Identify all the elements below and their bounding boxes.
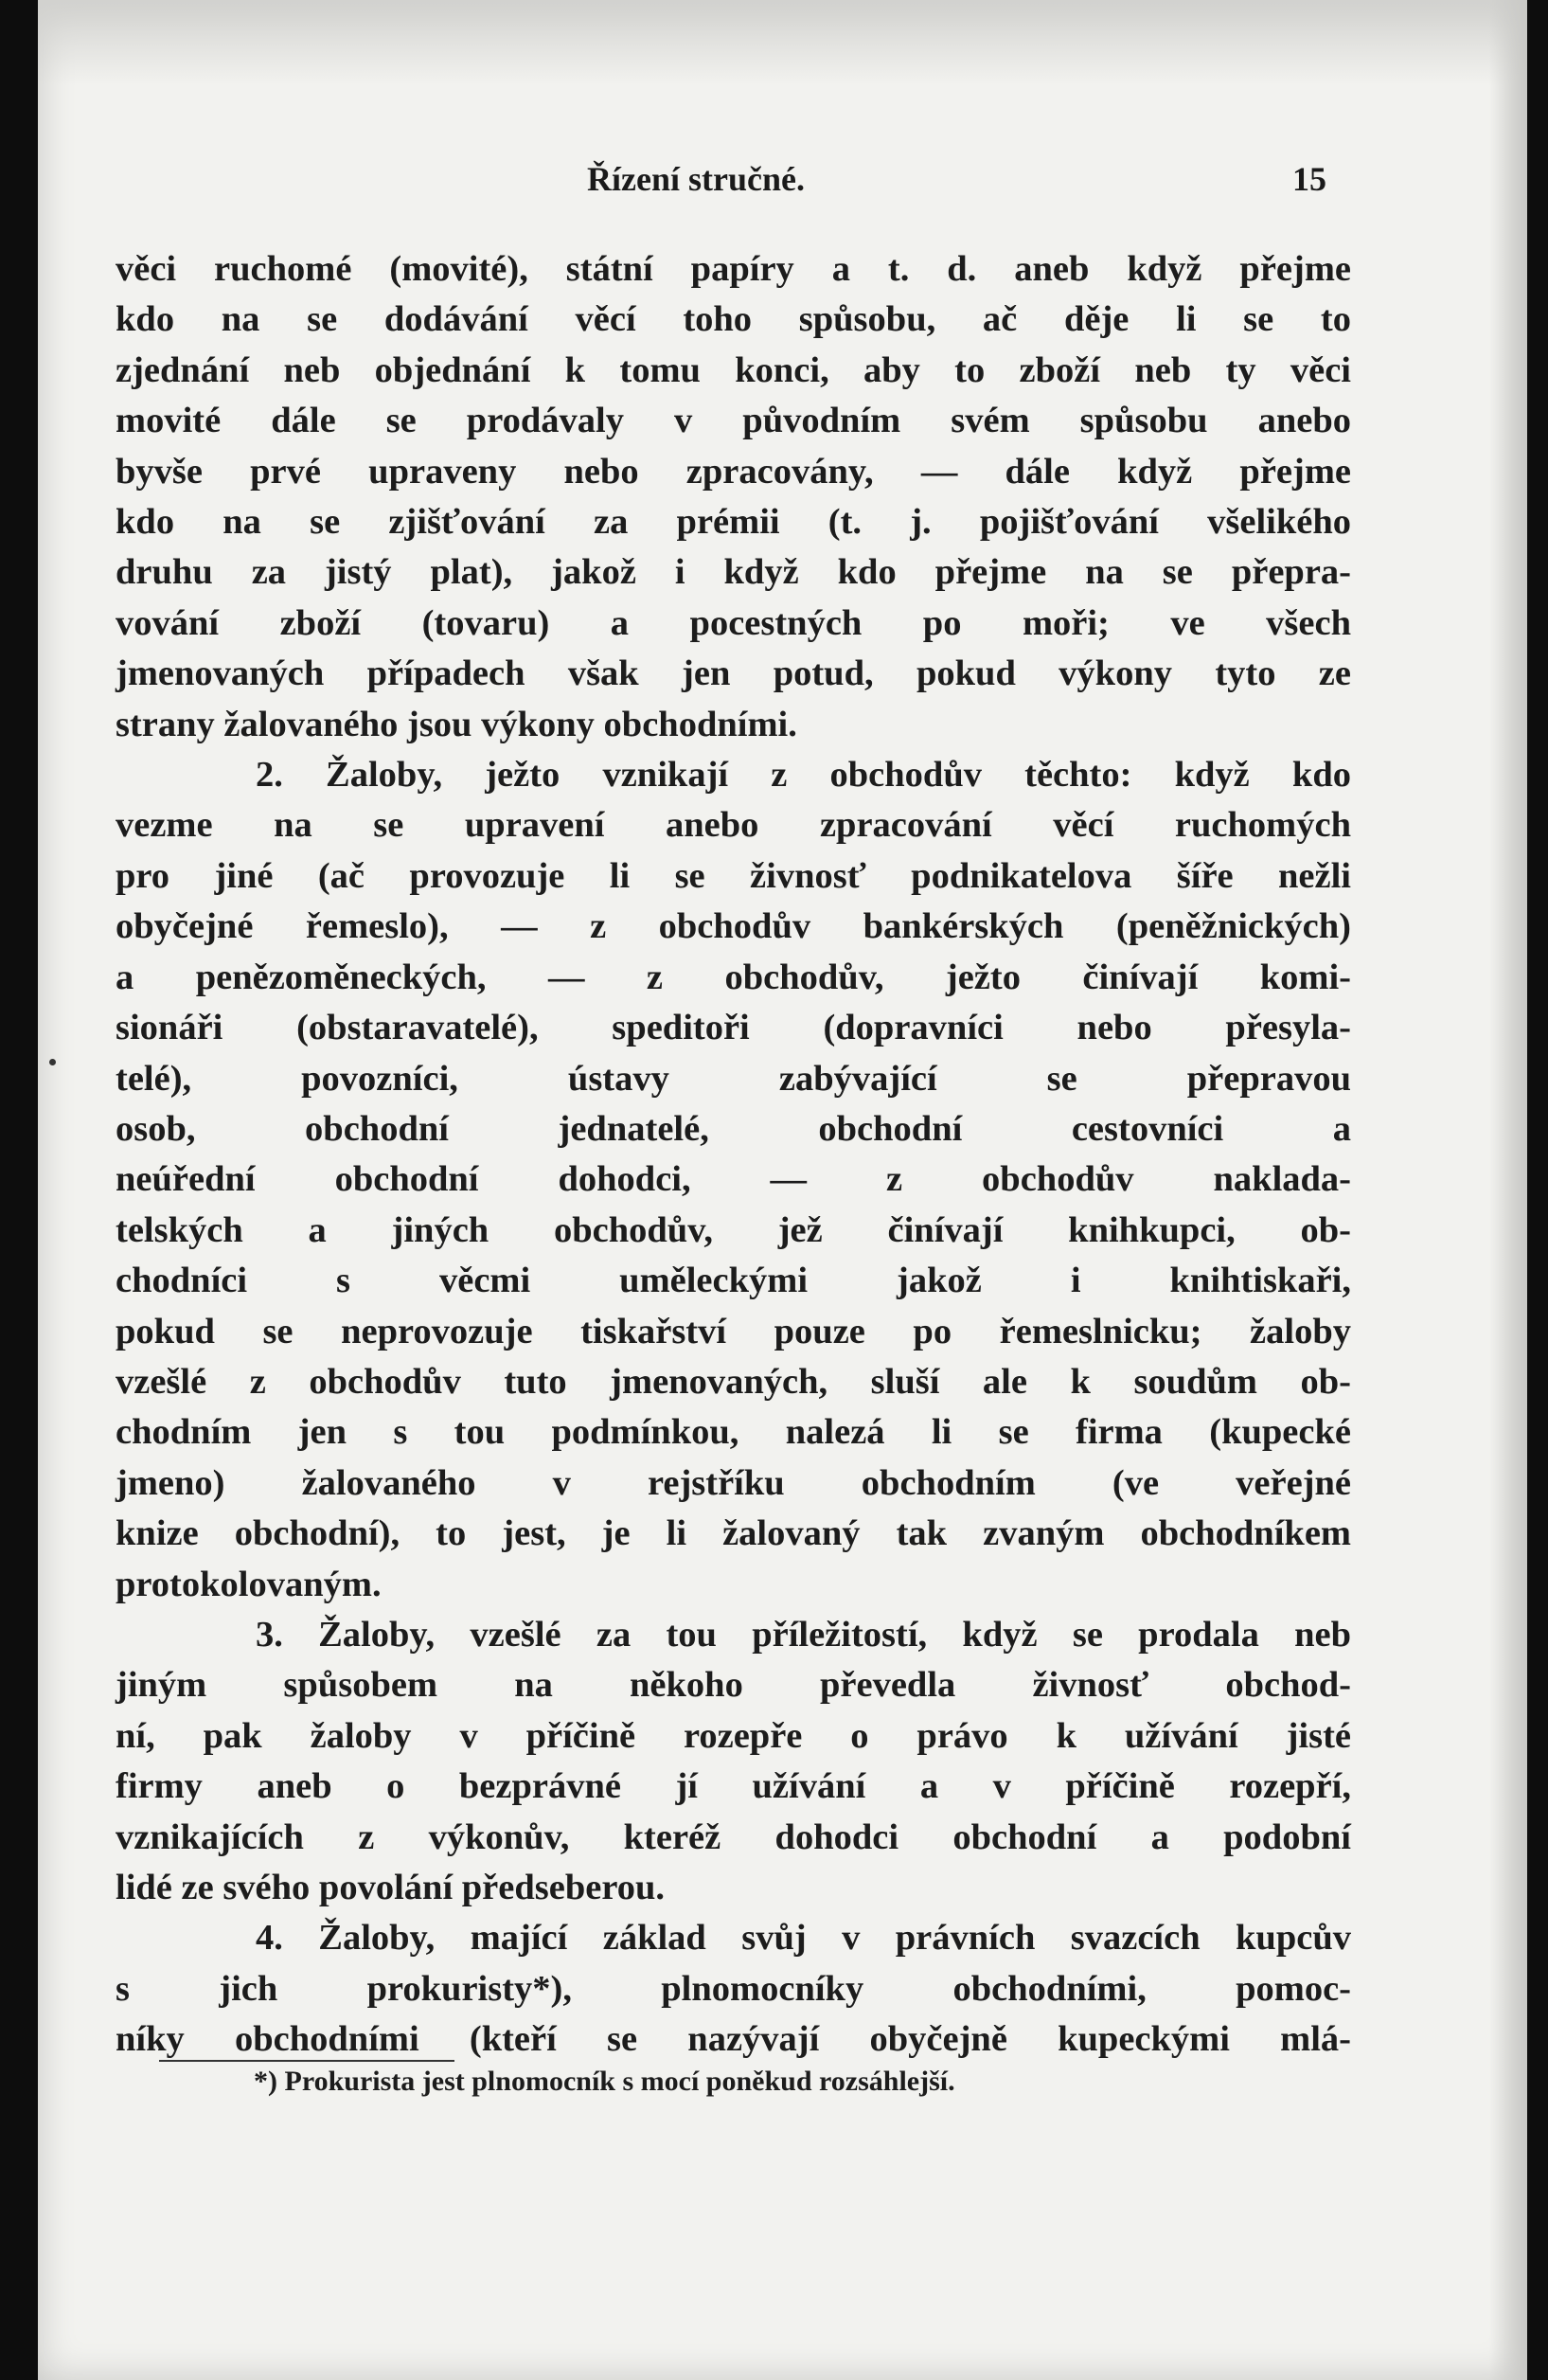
text-line: 3. Žaloby, vzešlé za tou příležitostí, když se prodala neb: [256, 1614, 1351, 1655]
text-line: chodníci s věcmi uměleckými jakož i knihtiskaři,: [116, 1261, 1351, 1301]
text-line: protokolovaným.: [116, 1564, 382, 1604]
text-line: jiným spůsobem na někoho převedla živnosť obchod-: [116, 1665, 1351, 1706]
text-line: jmeno) žalovaného v rejstříku obchodním (ve veřejné: [116, 1462, 1351, 1503]
text-line: jmenovaných případech však jen potud, pokud výkony tyto ze: [116, 653, 1351, 694]
text-line: 2. Žaloby, ježto vznikají z obchodův těchto: když kdo: [256, 755, 1351, 796]
text-line: kdo na se zjišťování za prémii (t. j. pojišťování všelikého: [116, 502, 1351, 543]
footnote: *) Prokurista jest plnomocník s mocí poněkud rozsáhlejší.: [254, 2066, 955, 2097]
text-line: zjednání neb objednání k tomu konci, aby to zboží neb ty věci: [116, 349, 1351, 390]
text-line: chodním jen s tou podmínkou, nalezá li se firma (kupecké: [116, 1412, 1351, 1453]
text-line: a penězoměneckých, — z obchodův, ježto činívají komi-: [116, 957, 1351, 997]
text-line: strany žalovaného jsou výkony obchodními.: [116, 704, 797, 744]
text-line: pokud se neprovozuje tiskařství pouze po řemeslnicku; žaloby: [116, 1311, 1351, 1351]
text-line: lidé ze svého povolání předseberou.: [116, 1868, 666, 1907]
text-line: movité dále se prodávaly v původním svém spůsobu anebo: [116, 401, 1351, 441]
text-line: vezme na se upravení anebo zpracování věcí ruchomých: [116, 805, 1351, 846]
text-line: 4. Žaloby, mající základ svůj v právních svazcích kupcův: [256, 1918, 1351, 1959]
text-line: vznikajících z výkonův, kteréž dohodci obchodní a podobní: [116, 1816, 1351, 1857]
text-line: telských a jiných obchodův, jež činívají knihkupci, ob-: [116, 1209, 1351, 1250]
text-line: telé), povozníci, ústavy zabývající se přepravou: [116, 1058, 1351, 1099]
page-number: 15: [1292, 160, 1326, 198]
text-line: obyčejné řemeslo), — z obchodův bankérských (peněžnických): [116, 906, 1351, 947]
text-line: níky obchodními (kteří se nazývají obyčejně kupeckými mlá-: [116, 2019, 1351, 2060]
book-page: [38, 0, 1527, 2380]
footnote-rule: [159, 2060, 454, 2062]
text-line: kdo na se dodávání věcí toho spůsobu, ač děje li se to: [116, 299, 1351, 340]
running-head: Řízení stručné.: [587, 160, 805, 198]
body-text: [116, 244, 1351, 2066]
text-line: věci ruchomé (movité), státní papíry a t. d. aneb když přejme: [116, 249, 1351, 289]
text-line: firmy aneb o bezprávné jí užívání a v příčině rozepří,: [116, 1766, 1351, 1807]
text-line: neúřední obchodní dohodci, — z obchodův naklada-: [116, 1159, 1351, 1200]
text-line: vování zboží (tovaru) a pocestných po moři; ve všech: [116, 602, 1351, 643]
text-line: knize obchodní), to jest, je li žalovaný tak zvaným obchodníkem: [116, 1513, 1351, 1554]
text-line: pro jiné (ač provozuje li se živnosť podnikatelova šíře nežli: [116, 855, 1351, 896]
text-line: sionáři (obstaravatelé), speditoři (dopravníci nebo přesyla-: [116, 1008, 1351, 1048]
text-line: s jich prokuristy*), plnomocníky obchodními, pomoc-: [116, 1968, 1351, 2009]
text-line: druhu za jistý plat), jakož i když kdo přejme na se přepra-: [116, 552, 1351, 593]
text-line: vzešlé z obchodův tuto jmenovaných, sluší ale k soudům ob-: [116, 1361, 1351, 1402]
text-line: ní, pak žaloby v příčině rozepře o právo k užívání jisté: [116, 1715, 1351, 1756]
margin-mark: [49, 1059, 56, 1065]
text-line: osob, obchodní jednatelé, obchodní cestovníci a: [116, 1108, 1351, 1149]
text-line: byvše prvé upraveny nebo zpracovány, — dále když přejme: [116, 451, 1351, 492]
